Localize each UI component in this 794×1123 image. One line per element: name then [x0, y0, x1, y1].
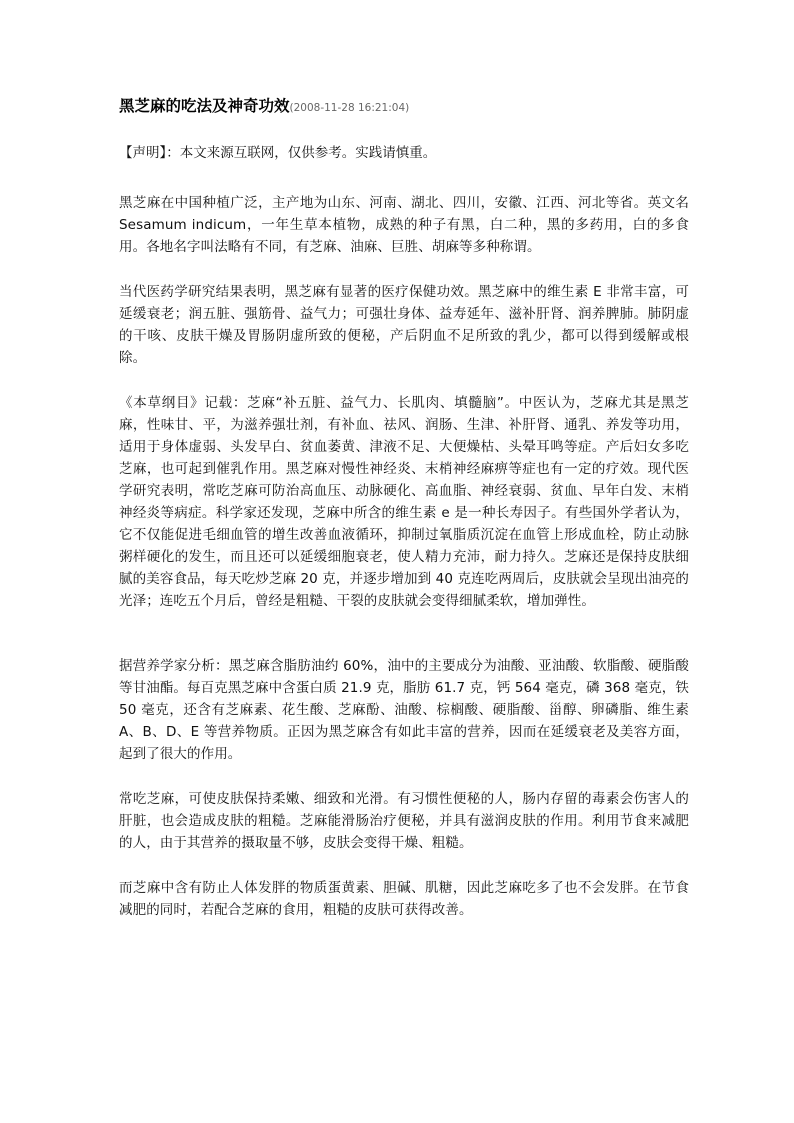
- paragraph-nutrition: 据营养学家分析：黑芝麻含脂肪油约 60%，油中的主要成分为油酸、亚油酸、软脂酸、硬脂酸等甘油酯。每百克黑芝麻中含蛋白质 21.9 克，脂肪 61.7 克，钙 564 毫克，磷 368 毫克，铁 50 毫克，还含有芝麻素、花生酸、芝麻酚、油酸、棕榈酸、硬脂酸、甾醇、卵磷脂、维生素 A、B、D、E 等营养物质。正因为黑芝麻含有如此丰富的营养，因而在延缓衰老及美容方面，起到了很大的作用。: [119, 658, 689, 762]
- article-header: [119, 96, 689, 118]
- paragraph-origin: 黑芝麻在中国种植广泛，主产地为山东、河南、湖北、四川，安徽、江西、河北等省。英文名 Sesamum indicum，一年生草本植物，成熟的种子有黑，白二种，黑的多药用，白的多食用。各地名字叫法略有不同，有芝麻、油麻、巨胜、胡麻等多种称谓。: [119, 195, 689, 255]
- article: [119, 96, 689, 944]
- section-gap: [119, 635, 689, 655]
- declaration: 【声明】：本文来源互联网，仅供参考。实践请慎重。: [119, 145, 437, 161]
- article-timestamp: (2008-11-28 16:21:04): [289, 102, 410, 114]
- paragraph-medical-benefits: 当代医药学研究结果表明，黑芝麻有显著的医疗保健功效。黑芝麻中的维生素 E 非常丰富，可延缓衰老；润五脏、强筋骨、益气力；可强壮身体、益寿延年、滋补肝肾、润养脾肺。肺阴虚的干咳、皮肤干燥及胃肠阴虚所致的便秘，产后阴血不足所致的乳少，都可以得到缓解或根除。: [119, 284, 689, 366]
- paragraph-weight-loss: 而芝麻中含有防止人体发胖的物质蛋黄素、胆碱、肌糖，因此芝麻吃多了也不会发胖。在节食减肥的同时，若配合芝麻的食用，粗糙的皮肤可获得改善。: [119, 880, 689, 918]
- paragraph-skin-care: 常吃芝麻，可使皮肤保持柔嫩、细致和光滑。有习惯性便秘的人，肠内存留的毒素会伤害人的肝脏，也会造成皮肤的粗糙。芝麻能滑肠治疗便秘，并具有滋润皮肤的作用。利用节食来减肥的人，由于其营养的摄取量不够，皮肤会变得干燥、粗糙。: [119, 791, 689, 851]
- paragraph-bencao-gangmu: 《本草纲目》记载：芝麻“补五脏、益气力、长肌肉、填髓脑”。中医认为，芝麻尤其是黑芝麻，性味甘、平，为滋养强壮剂，有补血、祛风、润肠、生津、补肝肾、通乳、养发等功用，适用于身体虚弱、头发早白、贫血萎黄、津液不足、大便燥枯、头晕耳鸣等症。产后妇女多吃芝麻，也可起到催乳作用。黑芝麻对慢性神经炎、末梢神经麻痹等症也有一定的疗效。现代医学研究表明，常吃芝麻可防治高血压、动脉硬化、高血脂、神经衰弱、贫血、早年白发、末梢神经炎等病症。科学家还发现，芝麻中所含的维生素 e 是一种长寿因子。有些国外学者认为，它不仅能促进毛细血管的增生改善血液循环，抑制过氧脂质沉淀在血管上形成血栓，防止动脉粥样硬化的发生，而且还可以延缓细胞衰老，使人精力充沛，耐力持久。芝麻还是保持皮肤细腻的美容食品，每天吃炒芝麻 20 克，并逐步增加到 40 克连吃两周后，皮肤就会呈现出油亮的光泽；连吃五个月后，曾经是粗糙、干裂的皮肤就会变得细腻柔软，增加弹性。: [119, 395, 689, 609]
- article-title: 黑芝麻的吃法及神奇功效: [119, 97, 290, 115]
